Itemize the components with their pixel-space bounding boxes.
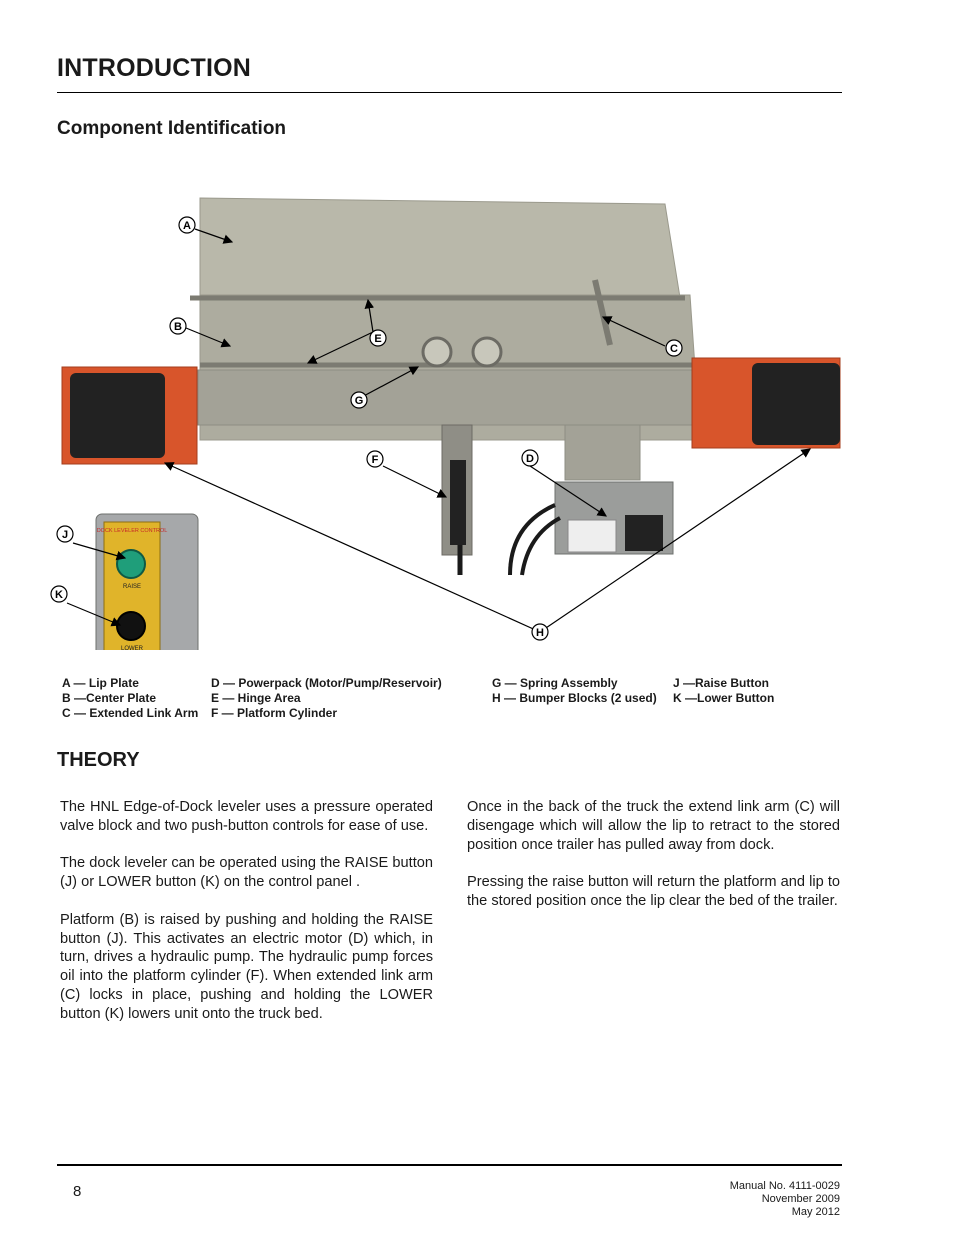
cylinder-body	[450, 460, 466, 545]
legend-item: K —Lower Button	[673, 691, 775, 705]
theory-right-column	[467, 798, 840, 930]
callout-c	[666, 340, 682, 356]
theory-paragraph: Pressing the raise button will return the platform and lip to the stored position once the lip clear the bed of the trailer.	[467, 874, 840, 909]
legend-item: F — Platform Cylinder	[211, 706, 338, 720]
callout-k	[51, 586, 67, 602]
reservoir	[568, 520, 616, 552]
page-number: 8	[73, 1183, 82, 1200]
theory-left-column	[60, 798, 433, 1042]
svg-text:D: D	[526, 453, 534, 465]
svg-text:E: E	[374, 333, 382, 345]
spring-left	[423, 338, 451, 366]
svg-text:K: K	[55, 589, 63, 601]
bumper-pad-left	[70, 373, 165, 458]
callout-d	[522, 450, 538, 466]
manual-date-1: November 2009	[761, 1193, 840, 1205]
raise-button	[117, 550, 145, 578]
center-post	[565, 425, 640, 480]
svg-text:G: G	[354, 395, 364, 407]
component-figure	[40, 180, 870, 650]
callout-g	[351, 392, 367, 408]
header-divider	[57, 92, 842, 93]
svg-text:A: A	[183, 220, 191, 232]
legend-item: J —Raise Button	[673, 676, 770, 690]
legend-column-4	[673, 676, 774, 706]
raise-button-label: RAISE	[122, 584, 142, 590]
lower-button	[117, 612, 145, 640]
spring-right	[473, 338, 501, 366]
svg-text:J: J	[61, 529, 69, 541]
page-title: INTRODUCTION	[57, 54, 252, 82]
callout-a	[179, 217, 195, 233]
theory-paragraph: The dock leveler can be operated using the RAISE button (J) or LOWER button (K) on the control panel .	[60, 855, 433, 891]
footer-divider	[57, 1164, 842, 1166]
control-box-header: DOCK LEVELER CONTROL	[96, 528, 168, 534]
manual-number: Manual No. 4111-0029	[729, 1180, 840, 1192]
svg-text:F: F	[371, 454, 379, 466]
legend-item: G — Spring Assembly	[492, 676, 618, 690]
svg-text:C: C	[670, 343, 678, 355]
lower-button-label: LOWER	[120, 646, 144, 650]
leveler-illustration	[40, 180, 870, 650]
theory-heading: THEORY	[57, 749, 140, 771]
svg-text:H: H	[536, 627, 544, 639]
manual-date-2: May 2012	[791, 1206, 840, 1218]
bumper-pad-right	[752, 363, 840, 445]
legend-item: E — Hinge Area	[211, 691, 301, 705]
frame-bar	[198, 370, 698, 425]
svg-text:B: B	[174, 321, 182, 333]
callout-f	[367, 451, 383, 467]
section-heading: Component Identification	[57, 118, 287, 139]
manual-info	[730, 1180, 840, 1219]
legend-item: D — Powerpack (Motor/Pump/Reservoir)	[211, 676, 442, 690]
legend-column-3	[492, 676, 657, 706]
legend-item: H — Bumper Blocks (2 used)	[492, 691, 657, 705]
callout-j	[57, 526, 73, 542]
legend-column-2	[211, 676, 442, 721]
callout-b	[170, 318, 186, 334]
theory-paragraph: Once in the back of the truck the extend link arm (C) will disengage which will allow the lip to retract to the stored position once trailer has pulled away from dock.	[467, 799, 840, 853]
motor	[625, 515, 663, 551]
legend-item: A — Lip Plate	[62, 676, 139, 690]
theory-paragraph: Platform (B) is raised by pushing and holding the RAISE button (J). This activates an electric motor (D) which, in turn, drives a hydraulic pump. The hydraulic pump forces oil into the platform cylinder (F). When extended link arm (C) locks in place, pushing and holding the LOWER button (K) lowers unit onto the truck bed.	[60, 911, 433, 1022]
callout-e	[370, 330, 386, 346]
legend-item: B —Center Plate	[62, 691, 157, 705]
legend-item: C — Extended Link Arm	[62, 706, 199, 720]
theory-paragraph: The HNL Edge-of-Dock leveler uses a pressure operated valve block and two push-button controls for ease of use.	[60, 799, 433, 834]
callout-h	[532, 624, 548, 640]
legend-column-1	[62, 676, 198, 721]
power-cables	[510, 505, 560, 575]
